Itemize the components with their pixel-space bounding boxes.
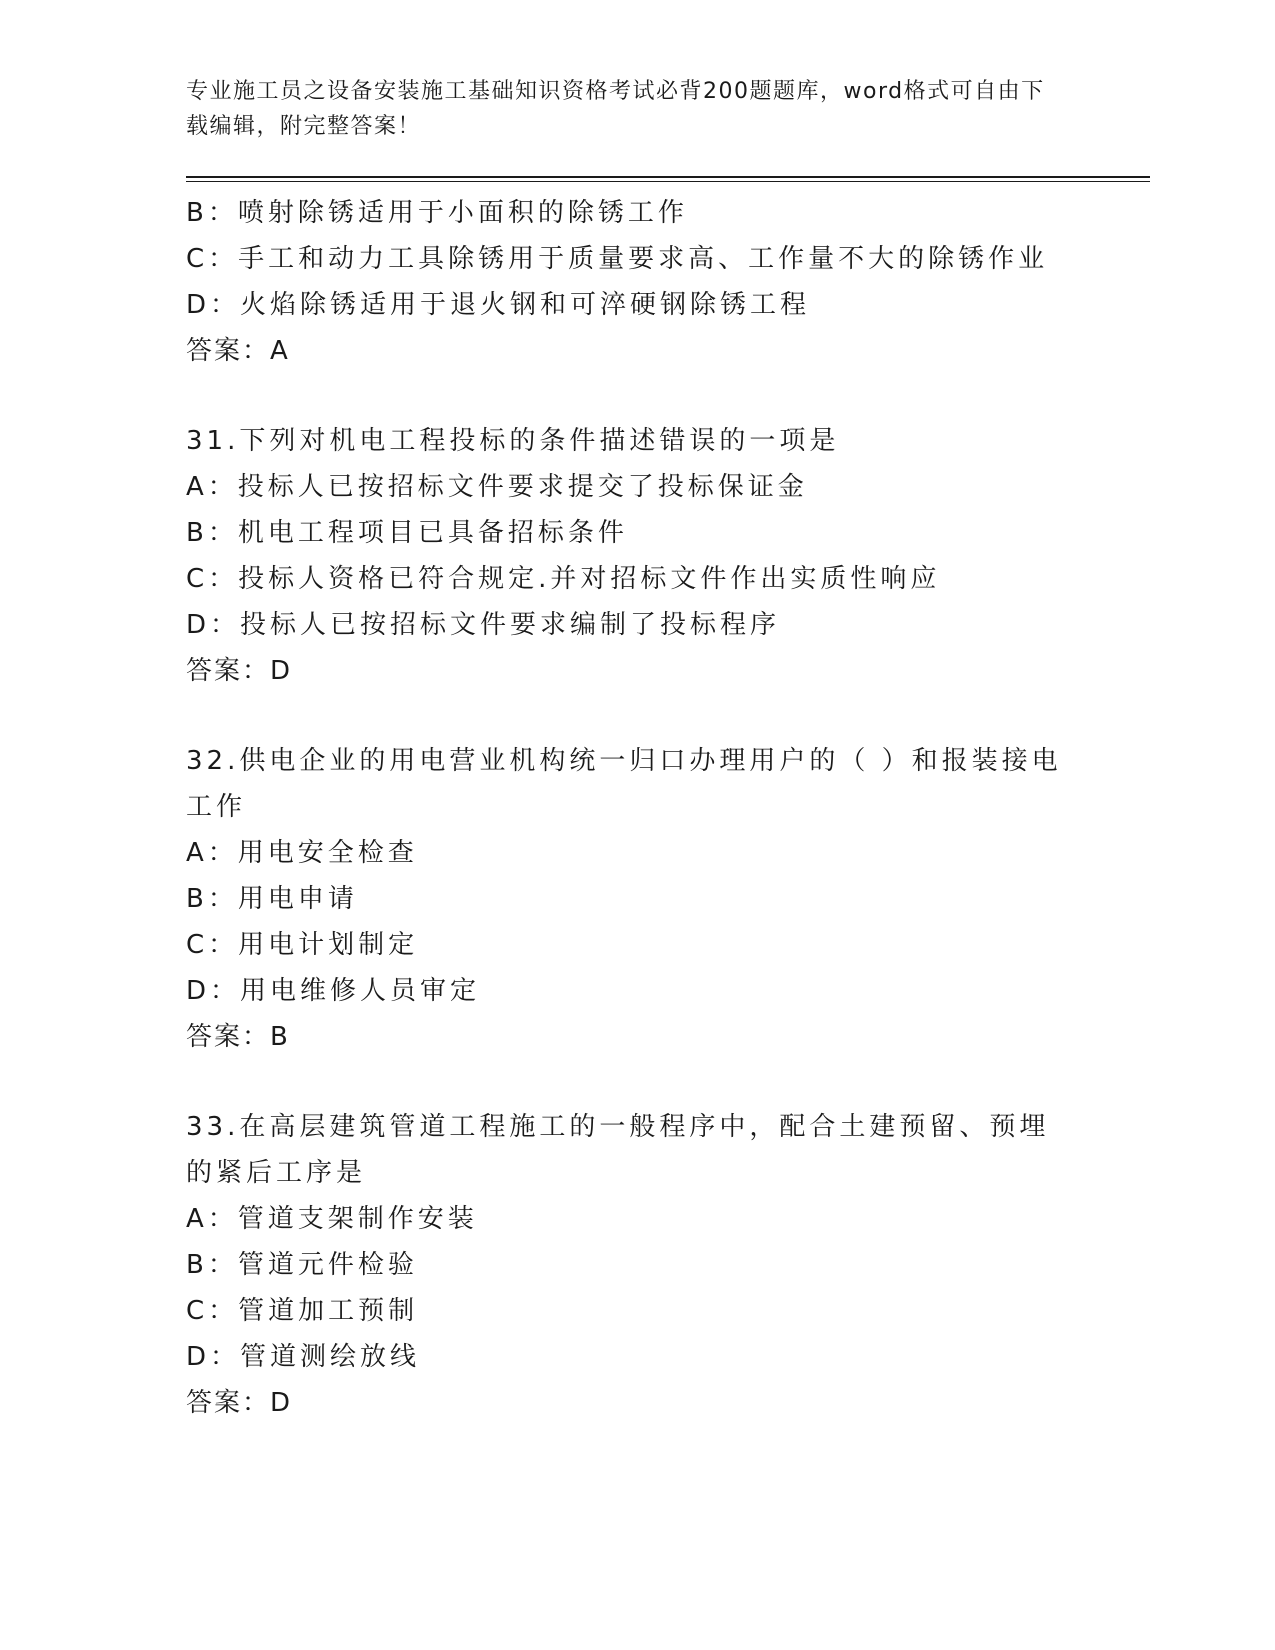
option-c: C：管道加工预制 (186, 1296, 419, 1326)
header-divider-thin (186, 181, 1150, 182)
option-b: B：喷射除锈适用于小面积的除锈工作 (186, 198, 688, 228)
option-c: C：手工和动力工具除锈用于质量要求高、工作量不大的除锈作业 (186, 244, 1049, 274)
answer-line: 答案：B (186, 1022, 290, 1052)
option-b: B：机电工程项目已具备招标条件 (186, 518, 628, 548)
spacer (186, 694, 1086, 738)
question-33 (186, 1104, 1086, 1426)
option-b: B：用电申请 (186, 884, 358, 914)
question-32 (186, 738, 1086, 1060)
question-stem: 33.在高层建筑管道工程施工的一般程序中，配合土建预留、预埋的紧后工序是 (186, 1112, 1050, 1188)
answer-line: 答案：D (186, 656, 293, 686)
option-a: A：投标人已按招标文件要求提交了投标保证金 (186, 472, 808, 502)
question-stem: 31.下列对机电工程投标的条件描述错误的一项是 (186, 426, 840, 456)
spacer (186, 374, 1086, 418)
answer-line: 答案：A (186, 336, 290, 366)
option-c: C：用电计划制定 (186, 930, 419, 960)
option-d: D：火焰除锈适用于退火钢和可淬硬钢除锈工程 (186, 290, 811, 320)
option-a: A：管道支架制作安装 (186, 1204, 478, 1234)
question-30-continued (186, 190, 1086, 374)
header-divider-thick (186, 176, 1150, 178)
option-a: A：用电安全检查 (186, 838, 418, 868)
option-d: D：投标人已按招标文件要求编制了投标程序 (186, 610, 781, 640)
question-31 (186, 418, 1086, 694)
answer-line: 答案：D (186, 1388, 293, 1418)
option-d: D：管道测绘放线 (186, 1342, 421, 1372)
question-list (186, 190, 1086, 1426)
spacer (186, 1060, 1086, 1104)
document-header: 专业施工员之设备安装施工基础知识资格考试必背200题题库，word格式可自由下载编辑，附完整答案！ (186, 79, 1045, 139)
option-d: D：用电维修人员审定 (186, 976, 481, 1006)
option-b: B：管道元件检验 (186, 1250, 418, 1280)
question-stem: 32.供电企业的用电营业机构统一归口办理用户的（ ）和报装接电工作 (186, 746, 1062, 822)
option-c: C：投标人资格已符合规定.并对招标文件作出实质性响应 (186, 564, 941, 594)
